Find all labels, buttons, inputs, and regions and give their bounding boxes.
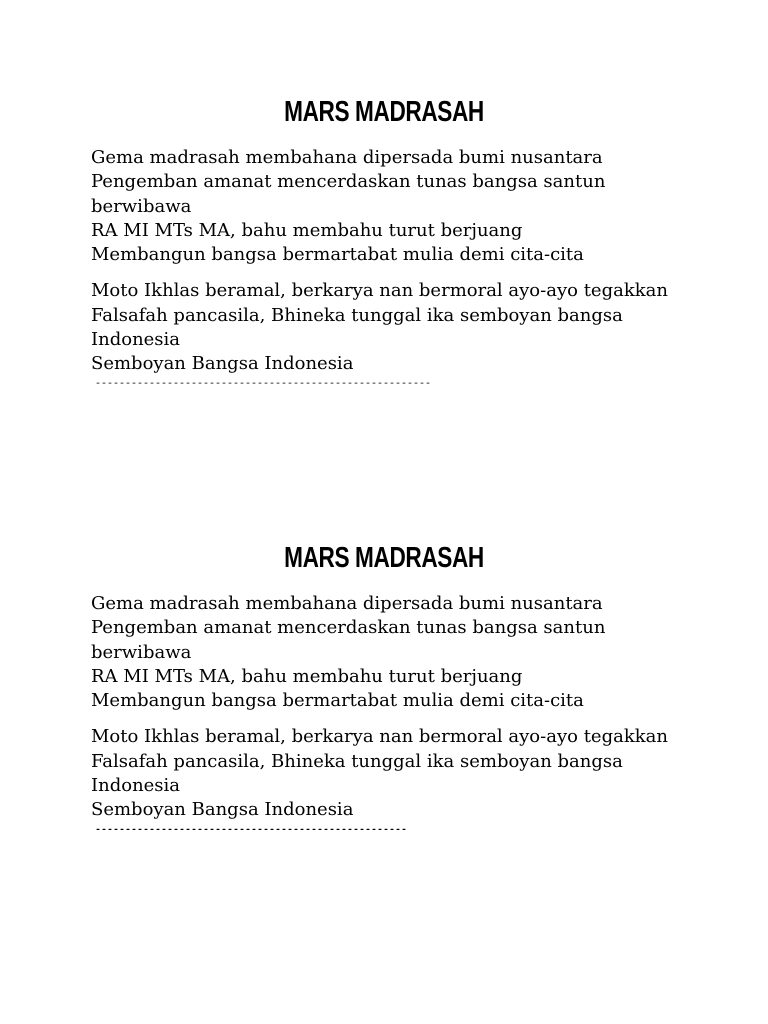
lyric-line: Falsafah pancasila, Bhineka tunggal ika semboyan bangsa Indonesia [91, 750, 629, 797]
stanza-1 [91, 146, 691, 267]
lyric-line: RA MI MTs MA, bahu membahu turut berjuang [91, 665, 523, 687]
song-section-2 [0, 538, 768, 837]
song-title: MARS MADRASAH [284, 542, 484, 574]
dashed-divider: -------------------------------------------------------- [95, 378, 432, 390]
lyric-line: Gema madrasah membahana dipersada bumi nusantara [91, 147, 603, 168]
stanza-2 [91, 279, 691, 376]
lyric-line: Pengemban amanat mencerdaskan tunas bangsa santun berwibawa [91, 171, 612, 217]
lyric-line: Membangun bangsa bermartabat mulia demi cita-cita [91, 690, 584, 712]
lyric-line: Membangun bangsa bermartabat mulia demi cita-cita [91, 244, 584, 266]
stanza-2 [91, 725, 691, 822]
song-title: MARS MADRASAH [284, 96, 484, 128]
lyric-line: Pengemban amanat mencerdaskan tunas bangsa santun berwibawa [91, 617, 612, 663]
dashed-divider: ---------------------------------------------------- [95, 824, 408, 836]
lyric-line: RA MI MTs MA, bahu membahu turut berjuang [91, 219, 523, 241]
lyric-line: Moto Ikhlas beramal, berkarya nan bermoral ayo-ayo tegakkan [91, 726, 668, 748]
song-section-1 [0, 92, 768, 391]
lyric-line: Falsafah pancasila, Bhineka tunggal ika semboyan bangsa Indonesia [91, 304, 629, 351]
lyric-line: Semboyan Bangsa Indonesia [91, 353, 354, 375]
stanza-1 [91, 592, 691, 713]
lyric-line: Moto Ikhlas beramal, berkarya nan bermoral ayo-ayo tegakkan [91, 280, 668, 302]
lyric-line: Gema madrasah membahana dipersada bumi nusantara [91, 593, 603, 614]
lyric-line: Semboyan Bangsa Indonesia [91, 799, 354, 821]
